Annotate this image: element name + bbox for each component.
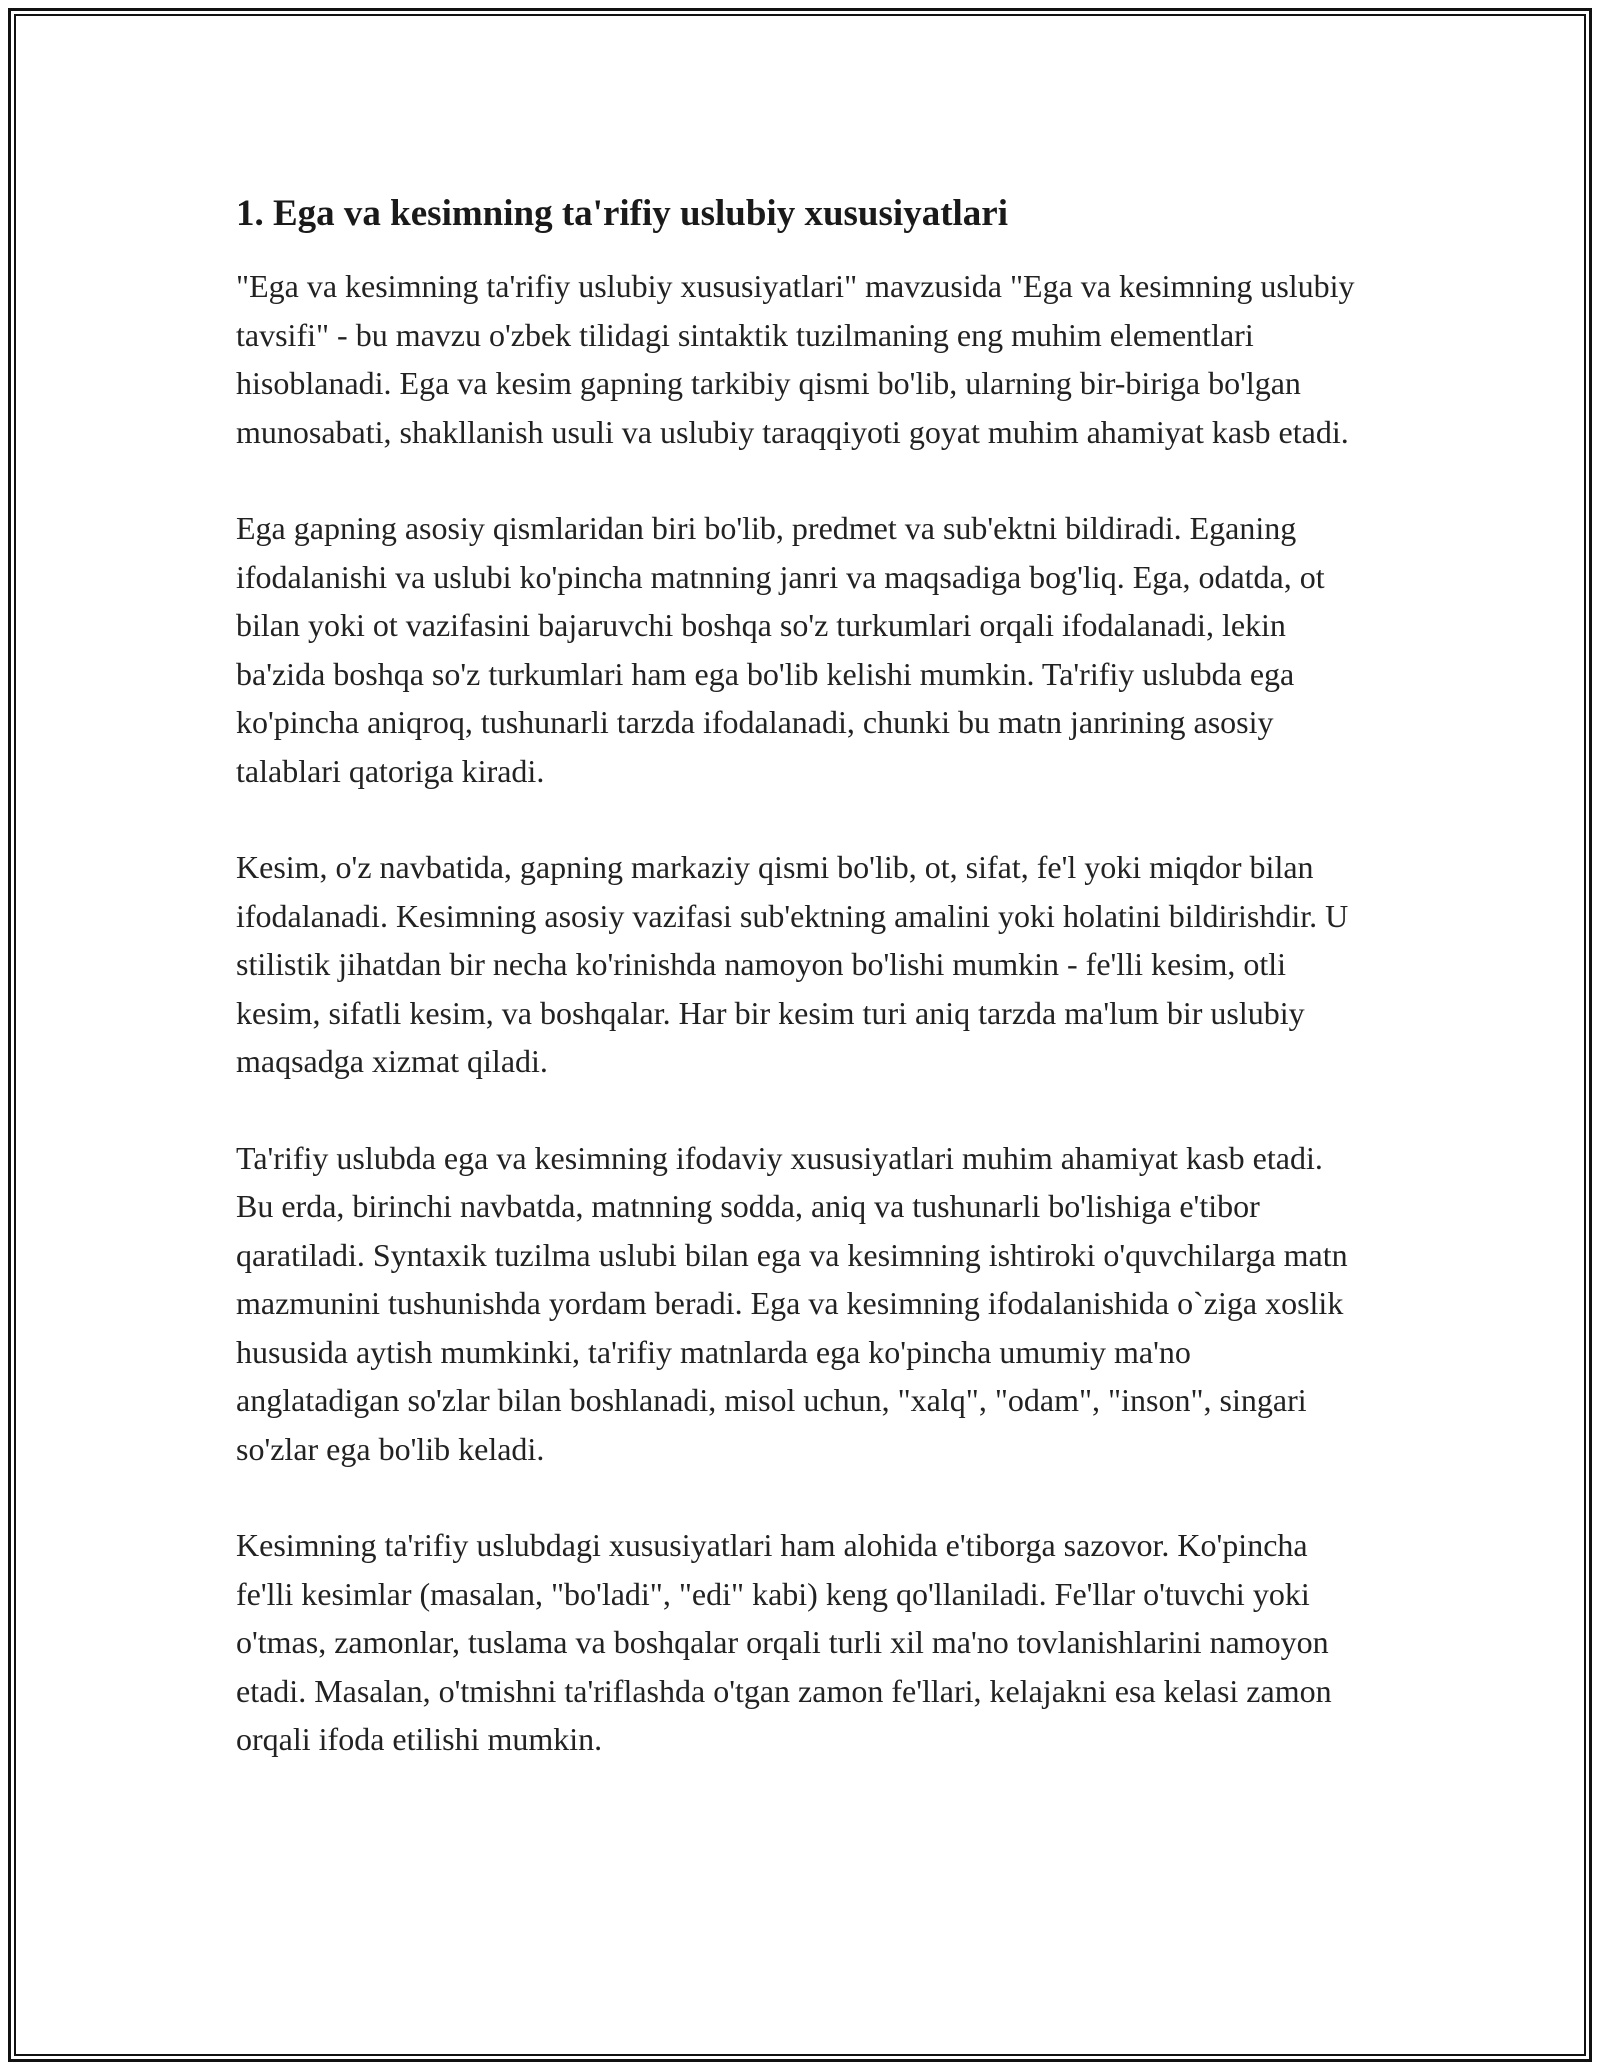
- document-body: [236, 188, 1356, 1812]
- paragraph-3: Kesim, o'z navbatida, gapning markaziy qismi bo'lib, ot, sifat, fe'l yoki miqdor bilan ifodalanadi. Kesimning asosiy vazifasi sub'ektning amalini yoki holatini bildirishdir. U stilistik jihatdan bir necha ko'rinishda namoyon bo'lishi mumkin - fe'lli kesim, otli kesim, sifatli kesim, va boshqalar. Har bir kesim turi aniq tarzda ma'lum bir uslubiy maqsadga xizmat qiladi.: [236, 849, 1349, 1079]
- paragraph-2: Ega gapning asosiy qismlaridan biri bo'lib, predmet va sub'ektni bildiradi. Eganing ifodalanishi va uslubi ko'pincha matnning janri va maqsadiga bog'liq. Ega, odatda, ot bilan yoki ot vazifasini bajaruvchi boshqa so'z turkumlari orqali ifodalanadi, lekin ba'zida boshqa so'z turkumlari ham ega bo'lib kelishi mumkin. Ta'rifiy uslubda ega ko'pincha aniqroq, tushunarli tarzda ifodalanadi, chunki bu matn janrining asosiy talablari qatoriga kiradi.: [236, 510, 1325, 789]
- section-title: 1. Ega va kesimning ta'rifiy uslubiy xususiyatlari: [236, 193, 1008, 234]
- paragraph-5: Kesimning ta'rifiy uslubdagi xususiyatlari ham alohida e'tiborga sazovor. Ko'pincha fe'lli kesimlar (masalan, "bo'ladi", "edi" kabi) keng qo'llaniladi. Fe'llar o'tuvchi yoki o'tmas, zamonlar, tuslama va boshqalar orqali turli xil ma'no tovlanishlarini namoyon etadi. Masalan, o'tmishni ta'riflashda o'tgan zamon fe'llari, kelajakni esa kelasi zamon orqali ifoda etilishi mumkin.: [236, 1527, 1332, 1757]
- paragraph-1: "Ega va kesimning ta'rifiy uslubiy xususiyatlari" mavzusida "Ega va kesimning uslubiy tavsifi" - bu mavzu o'zbek tilidagi sintaktik tuzilmaning eng muhim elementlari hisoblanadi. Ega va kesim gapning tarkibiy qismi bo'lib, ularning bir-biriga bo'lgan munosabati, shakllanish usuli va uslubiy taraqqiyoti goyat muhim ahamiyat kasb etadi.: [236, 268, 1355, 450]
- paragraph-4: Ta'rifiy uslubda ega va kesimning ifodaviy xususiyatlari muhim ahamiyat kasb etadi. Bu erda, birinchi navbatda, matnning sodda, aniq va tushunarli bo'lishiga e'tibor qaratiladi. Syntaxik tuzilma uslubi bilan ega va kesimning ishtiroki o'quvchilarga matn mazmunini tushunishda yordam beradi. Ega va kesimning ifodalanishida o`ziga xoslik hususida aytish mumkinki, ta'rifiy matnlarda ega ko'pincha umumiy ma'no anglatadigan so'zlar bilan boshlanadi, misol uchun, "xalq", "odam", "inson", singari so'zlar ega bo'lib keladi.: [236, 1139, 1348, 1467]
